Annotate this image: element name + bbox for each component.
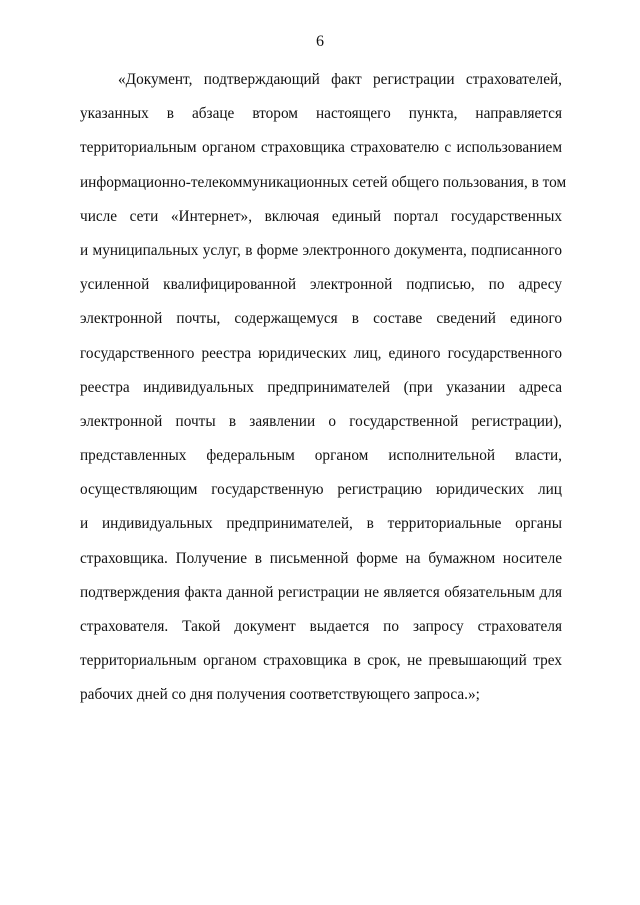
paragraph-line: и муниципальных услуг, в форме электронного документа, подписанного — [80, 241, 562, 259]
paragraph-line: территориальным органом страховщика в срок, не превышающий трех — [80, 652, 562, 670]
paragraph-line: осуществляющим государственную регистрацию юридических лиц — [80, 481, 562, 499]
paragraph-line: и индивидуальных предпринимателей, в территориальные органы — [80, 515, 562, 533]
paragraph-line: страховщика. Получение в письменной форме на бумажном носителе — [80, 549, 562, 567]
paragraph-line: представленных федеральным органом исполнительной власти, — [80, 447, 562, 465]
paragraph-line: числе сети «Интернет», включая единый портал государственных — [80, 207, 562, 225]
paragraph-line: электронной почты в заявлении о государственной регистрации), — [80, 412, 562, 430]
page-number: 6 — [316, 33, 324, 50]
paragraph-line: подтверждения факта данной регистрации не является обязательным для — [80, 583, 562, 601]
paragraph-line: усиленной квалифицированной электронной подписью, по адресу — [80, 276, 562, 294]
paragraph-line: территориальным органом страховщика страхователю с использованием — [80, 139, 562, 157]
paragraph-line: государственного реестра юридических лиц, единого государственного — [80, 344, 562, 362]
paragraph-line: рабочих дней со дня получения соответствующего запроса.»; — [80, 686, 480, 704]
paragraph-line: реестра индивидуальных предпринимателей (при указании адреса — [80, 378, 562, 396]
paragraph-line: информационно-телекоммуникационных сетей общего пользования, в том — [80, 173, 567, 191]
paragraph-line: электронной почты, содержащемуся в составе сведений единого — [80, 310, 562, 328]
paragraph-line: «Документ, подтверждающий факт регистрации страхователей, — [118, 71, 562, 88]
paragraph-line: указанных в абзаце втором настоящего пункта, направляется — [80, 105, 562, 123]
paragraph-line: страхователя. Такой документ выдается по запросу страхователя — [80, 618, 562, 635]
document-paragraph — [80, 66, 567, 716]
